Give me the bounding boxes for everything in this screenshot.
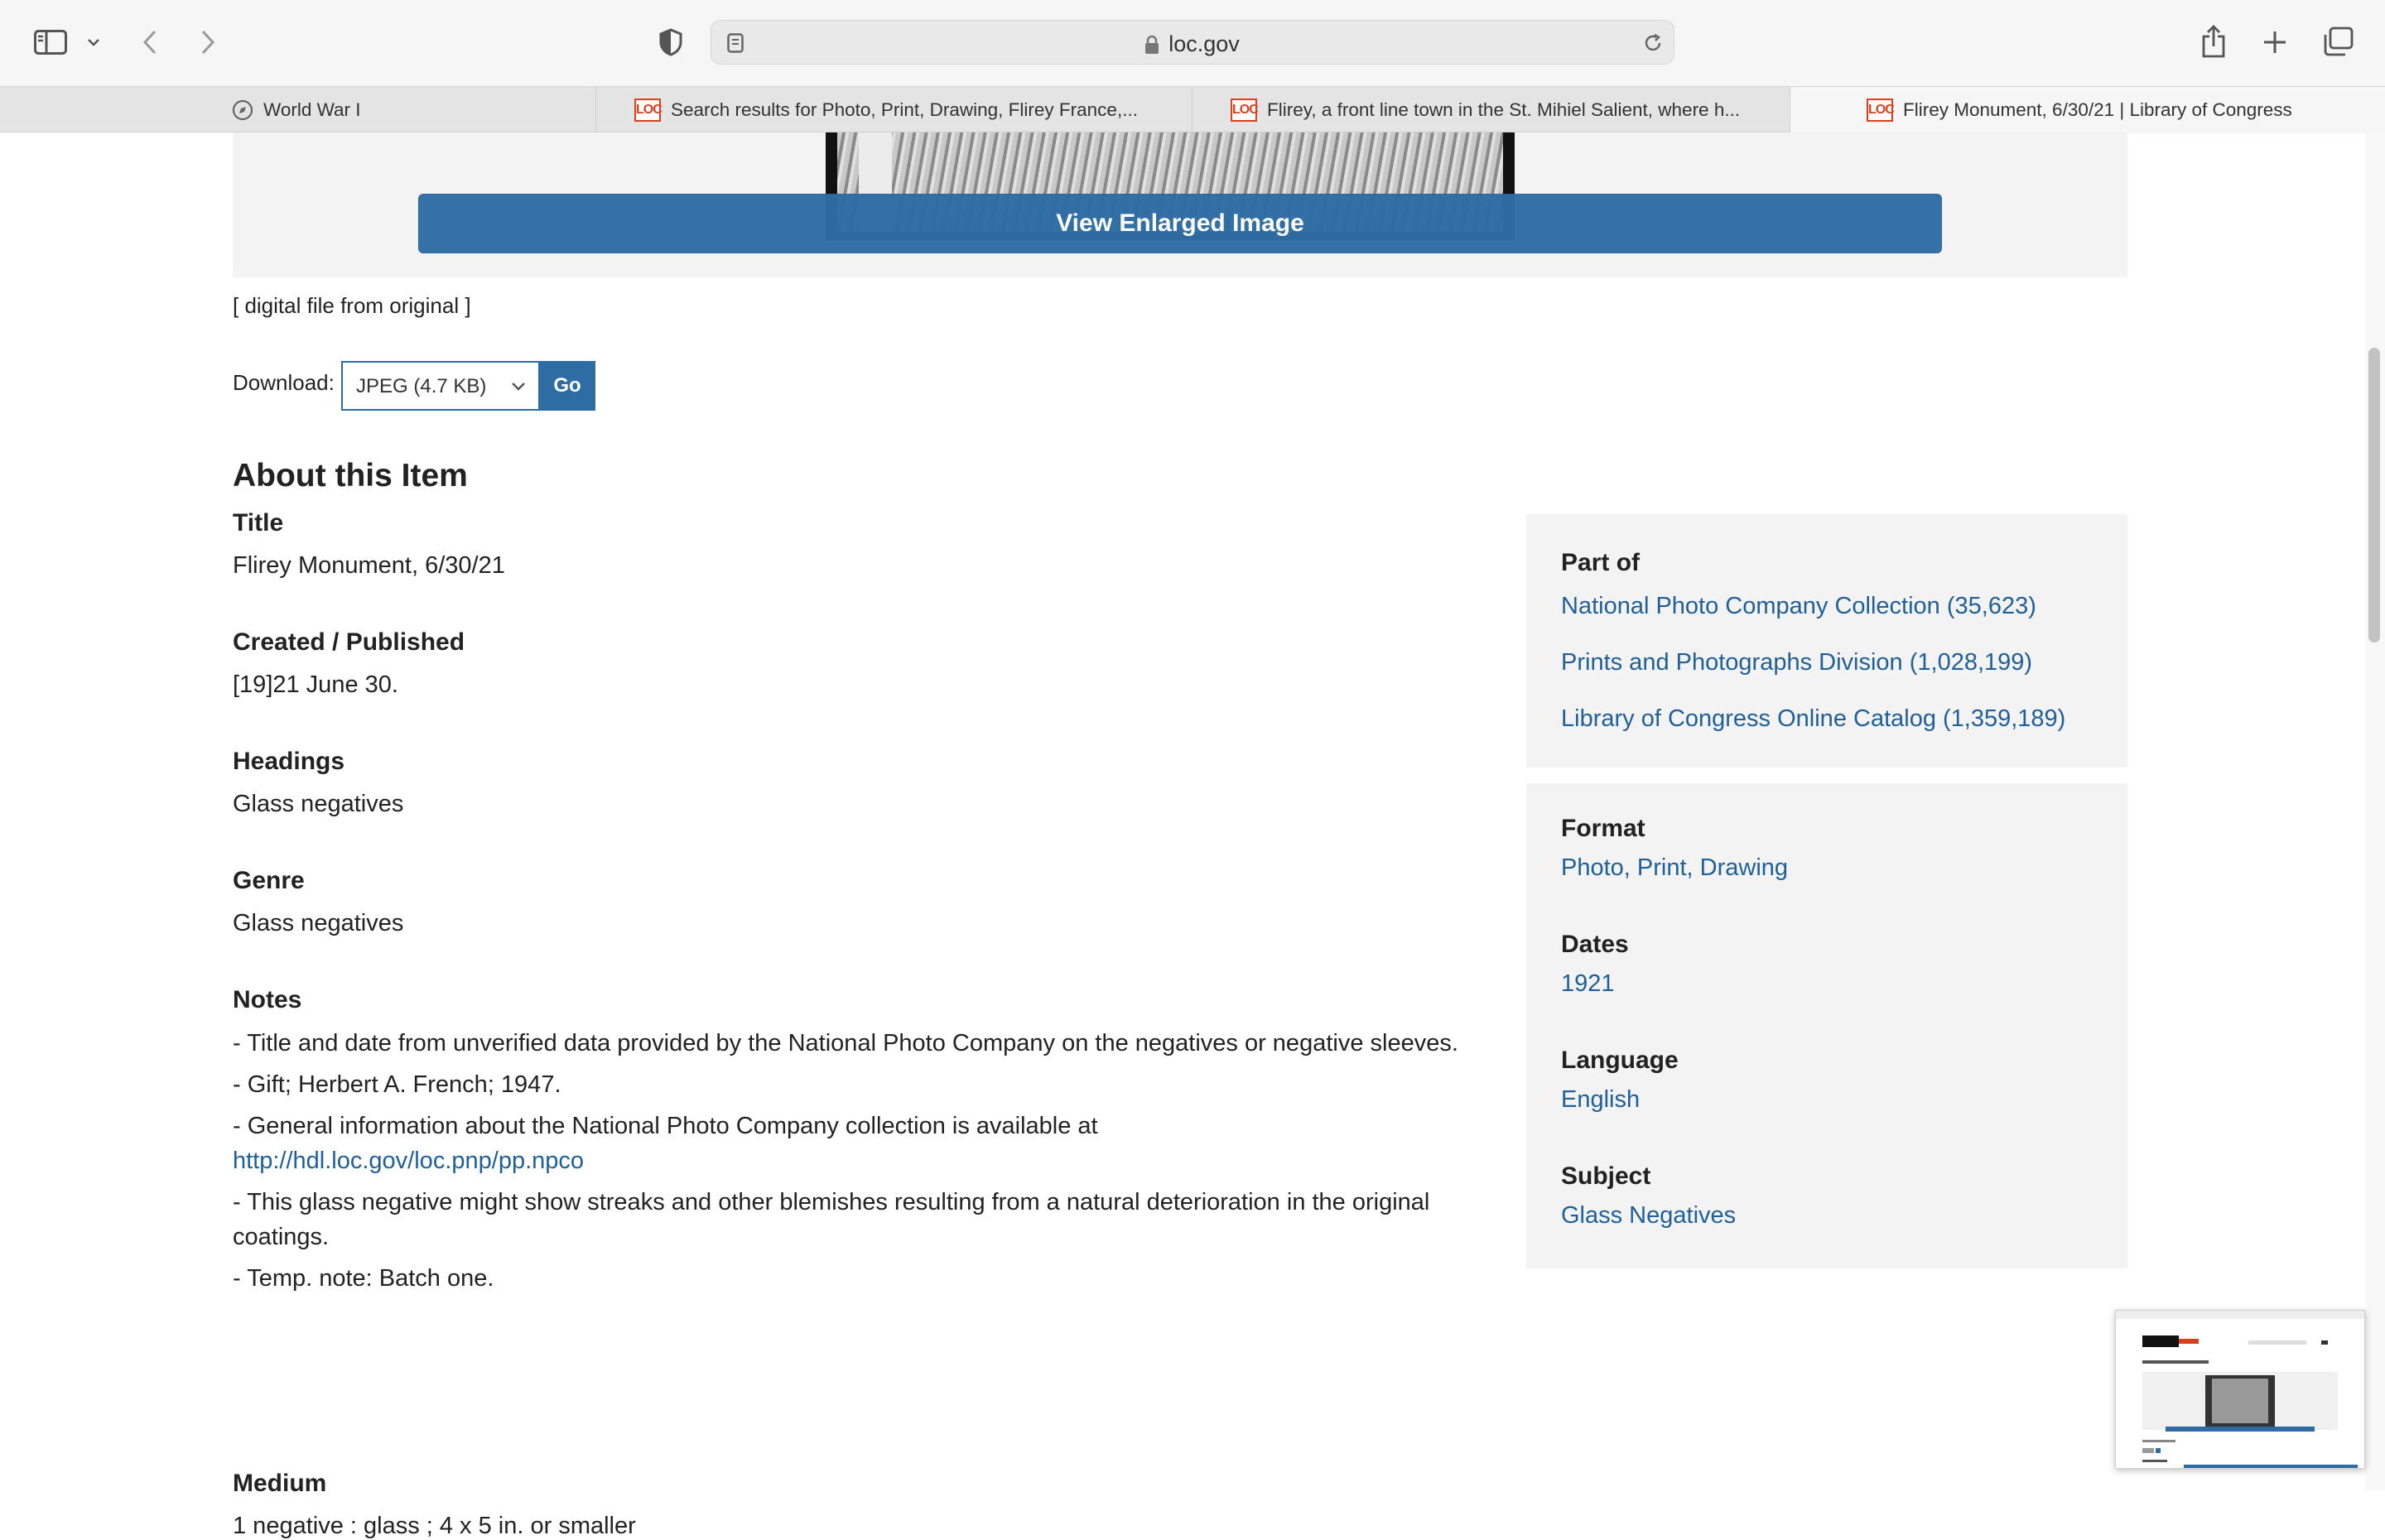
note-text: - General information about the National Photo Company collection is available at — [233, 1113, 1098, 1139]
subject-label: Subject — [1561, 1162, 1651, 1190]
national-photo-company-link[interactable]: National Photo Company Collection (35,623) — [1561, 593, 2036, 619]
reload-icon[interactable] — [1641, 31, 1665, 55]
field-notes — [233, 986, 1475, 1296]
field-label: Title — [233, 509, 284, 537]
tab-search-results[interactable] — [596, 87, 1192, 133]
image-preview-panel — [233, 132, 2127, 277]
page-content — [0, 132, 2385, 1539]
field-created-published — [233, 628, 1475, 699]
address-bar[interactable] — [711, 20, 1674, 65]
part-of-panel — [1526, 514, 2127, 768]
download-format-value: JPEG (4.7 KB) — [356, 375, 487, 397]
chevron-down-icon — [510, 378, 527, 394]
download-label: Download: — [233, 370, 335, 395]
share-icon[interactable] — [2198, 23, 2229, 60]
format-link[interactable]: Photo, Print, Drawing — [1561, 854, 1789, 881]
loc-favicon: LOC — [1867, 99, 1893, 122]
field-medium — [233, 1470, 1475, 1540]
field-genre — [233, 867, 1475, 937]
part-of-label: Part of — [1561, 549, 1641, 576]
prints-photographs-division-link[interactable]: Prints and Photographs Division (1,028,199) — [1561, 649, 2033, 676]
tab-label: World War I — [263, 99, 361, 120]
language-link[interactable]: English — [1561, 1086, 1641, 1113]
item-facets-panel — [1526, 783, 2127, 1268]
tab-label: Search results for Photo, Print, Drawing, Flirey France,... — [671, 99, 1138, 120]
format-label: Format — [1561, 815, 1645, 842]
field-title — [233, 509, 1475, 580]
field-value: Glass negatives — [233, 791, 404, 817]
compass-icon — [232, 99, 253, 121]
note-item: - Title and date from unverified data provided by the National Photo Company on the negatives or negative sleeves. — [233, 1030, 1458, 1056]
npco-collection-link[interactable]: http://hdl.loc.gov/loc.pnp/pp.npco — [233, 1148, 585, 1174]
note-item: - Gift; Herbert A. French; 1947. — [233, 1071, 561, 1098]
field-label: Notes — [233, 986, 302, 1013]
chevron-down-icon[interactable] — [84, 31, 103, 53]
language-label: Language — [1561, 1047, 1679, 1074]
page-thumbnail-preview[interactable] — [2115, 1310, 2365, 1469]
dates-label: Dates — [1561, 931, 1629, 958]
thumbnail-image — [2116, 1311, 2364, 1468]
tab-bar — [0, 86, 2385, 132]
tab-flirey-front-line[interactable] — [1192, 87, 1790, 133]
tab-overview-icon[interactable] — [2320, 25, 2355, 58]
scrollbar-thumb[interactable] — [2368, 348, 2380, 642]
field-label: Created / Published — [233, 628, 465, 656]
note-item: - Temp. note: Batch one. — [233, 1265, 494, 1292]
loc-online-catalog-link[interactable]: Library of Congress Online Catalog (1,359,189) — [1561, 705, 2066, 732]
field-label: Headings — [233, 748, 345, 775]
field-headings — [233, 748, 1475, 818]
digital-file-note: [ digital file from original ] — [233, 293, 471, 318]
download-go-button[interactable]: Go — [539, 361, 595, 411]
back-arrow-icon[interactable] — [137, 26, 162, 58]
field-value: 1 negative : glass ; 4 x 5 in. or smaller — [233, 1513, 636, 1539]
loc-favicon: LOC — [634, 99, 661, 122]
tab-label: Flirey Monument, 6/30/21 | Library of Congress — [1903, 99, 2292, 120]
browser-toolbar — [0, 0, 2385, 86]
page-scrollbar[interactable] — [2365, 132, 2385, 1490]
field-label: Medium — [233, 1470, 327, 1497]
sidebar-toggle-icon[interactable] — [33, 28, 68, 56]
about-heading: About this Item — [233, 458, 468, 493]
url-label: loc.gov — [1168, 31, 1240, 56]
note-item: - This glass negative might show streaks and other blemishes resulting from a natural deterioration in the original coatings. — [233, 1189, 1430, 1250]
tab-label: Flirey, a front line town in the St. Mihiel Salient, where h... — [1267, 99, 1741, 120]
dates-link[interactable]: 1921 — [1561, 970, 1615, 997]
loc-favicon: LOC — [1231, 99, 1257, 122]
note-item — [233, 1109, 1467, 1178]
forward-arrow-icon[interactable] — [195, 26, 220, 58]
new-tab-plus-icon[interactable] — [2259, 26, 2291, 58]
download-format-select[interactable] — [341, 361, 540, 411]
privacy-shield-icon[interactable] — [656, 26, 686, 58]
subject-link[interactable]: Glass Negatives — [1561, 1202, 1737, 1229]
field-value: Flirey Monument, 6/30/21 — [233, 552, 505, 579]
view-enlarged-image-button[interactable]: View Enlarged Image — [418, 194, 1942, 253]
tab-flirey-monument[interactable] — [1790, 87, 2385, 133]
tab-world-war-i[interactable] — [0, 87, 596, 133]
lock-icon — [1145, 36, 1159, 54]
url-text — [711, 31, 1674, 57]
field-value: [19]21 June 30. — [233, 671, 398, 698]
field-label: Genre — [233, 867, 305, 894]
field-value: Glass negatives — [233, 910, 404, 936]
